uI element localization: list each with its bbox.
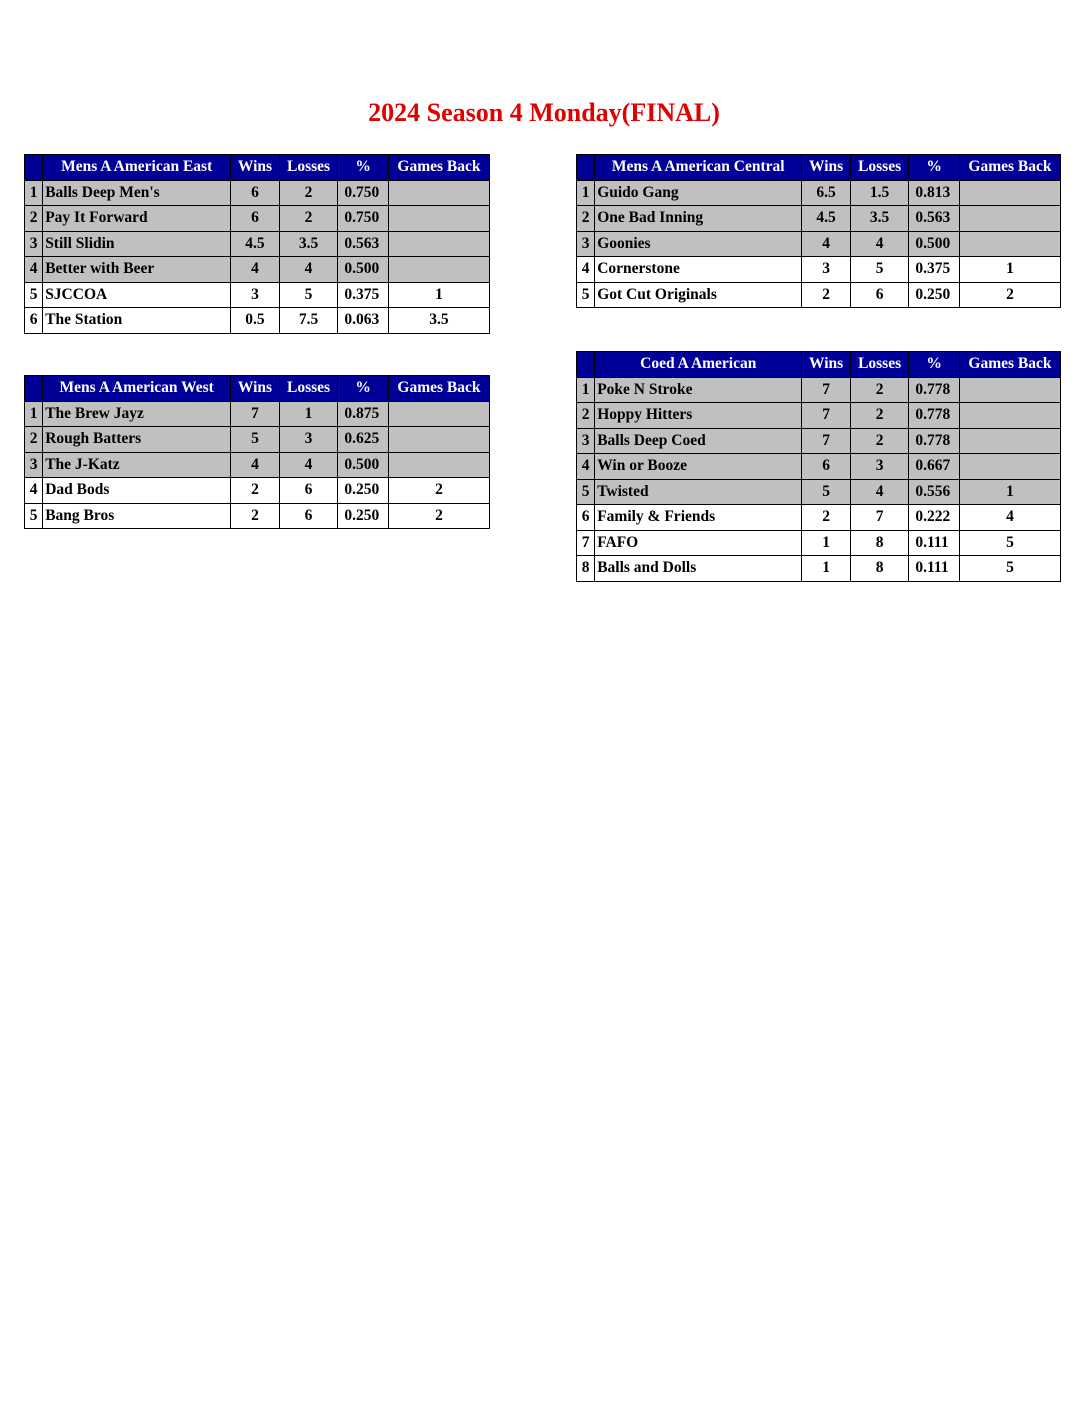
team-name-cell: Rough Batters (43, 427, 231, 453)
wins-header: Wins (802, 155, 851, 181)
rank-cell: 6 (25, 308, 43, 334)
wins-cell: 6 (231, 206, 280, 232)
pct-cell: 0.063 (338, 308, 389, 334)
losses-cell: 2 (850, 377, 909, 403)
losses-cell: 8 (850, 556, 909, 582)
wins-header: Wins (231, 155, 280, 181)
rank-cell: 2 (577, 206, 595, 232)
pct-cell: 0.375 (909, 257, 960, 283)
games-back-header: Games Back (959, 155, 1060, 181)
rank-cell: 3 (25, 452, 43, 478)
pct-header: % (909, 155, 960, 181)
losses-cell: 3 (850, 454, 909, 480)
rank-cell: 1 (25, 401, 43, 427)
rank-cell: 2 (577, 403, 595, 429)
pct-cell: 0.875 (338, 401, 389, 427)
table-row (25, 231, 490, 257)
pct-cell: 0.500 (909, 231, 960, 257)
wins-cell: 6 (802, 454, 851, 480)
pct-cell: 0.813 (909, 180, 960, 206)
pct-cell: 0.778 (909, 403, 960, 429)
games-back-cell: 1 (959, 257, 1060, 283)
team-name-cell: Poke N Stroke (595, 377, 802, 403)
rank-cell: 4 (577, 257, 595, 283)
team-name-cell: Twisted (595, 479, 802, 505)
table-row (25, 257, 490, 283)
games-back-cell (388, 427, 489, 453)
rank-cell: 4 (25, 257, 43, 283)
team-name-cell: Better with Beer (43, 257, 231, 283)
games-back-header: Games Back (388, 376, 489, 402)
table-row (577, 505, 1061, 531)
pct-header: % (338, 155, 389, 181)
pct-header: % (338, 376, 389, 402)
wins-cell: 6.5 (802, 180, 851, 206)
wins-cell: 3 (231, 282, 280, 308)
team-name-cell: Guido Gang (595, 180, 802, 206)
division-name-header: Mens A American West (43, 376, 231, 402)
pct-cell: 0.111 (909, 530, 960, 556)
team-name-cell: Cornerstone (595, 257, 802, 283)
rank-header (25, 376, 43, 402)
pct-cell: 0.111 (909, 556, 960, 582)
team-name-cell: Goonies (595, 231, 802, 257)
table-header-row (25, 376, 490, 402)
table-row (577, 556, 1061, 582)
wins-cell: 3 (802, 257, 851, 283)
games-back-header: Games Back (388, 155, 489, 181)
table-row (577, 231, 1061, 257)
wins-cell: 7 (802, 428, 851, 454)
games-back-cell (388, 257, 489, 283)
wins-cell: 4.5 (802, 206, 851, 232)
games-back-cell: 2 (388, 503, 489, 529)
rank-cell: 3 (577, 231, 595, 257)
standings-table-mens-a-american-central (576, 154, 1061, 308)
table-row (577, 377, 1061, 403)
wins-cell: 2 (231, 478, 280, 504)
rank-cell: 5 (25, 282, 43, 308)
losses-cell: 7.5 (279, 308, 338, 334)
wins-cell: 0.5 (231, 308, 280, 334)
games-back-cell: 2 (959, 282, 1060, 308)
games-back-cell (388, 231, 489, 257)
losses-cell: 3.5 (279, 231, 338, 257)
losses-cell: 6 (279, 478, 338, 504)
table-row (25, 206, 490, 232)
table-row (25, 478, 490, 504)
table-row (25, 308, 490, 334)
table-row (25, 452, 490, 478)
pct-cell: 0.563 (338, 231, 389, 257)
table-row (577, 479, 1061, 505)
table-row (577, 530, 1061, 556)
losses-cell: 5 (850, 257, 909, 283)
rank-header (577, 155, 595, 181)
team-name-cell: Family & Friends (595, 505, 802, 531)
table-row (577, 454, 1061, 480)
division-name-header: Mens A American Central (595, 155, 802, 181)
division-name-header: Coed A American (595, 352, 802, 378)
rank-cell: 8 (577, 556, 595, 582)
losses-cell: 2 (279, 206, 338, 232)
wins-cell: 4 (231, 257, 280, 283)
wins-cell: 5 (231, 427, 280, 453)
rank-cell: 5 (577, 282, 595, 308)
wins-cell: 2 (802, 505, 851, 531)
wins-cell: 4.5 (231, 231, 280, 257)
losses-header: Losses (279, 155, 338, 181)
rank-header (25, 155, 43, 181)
team-name-cell: FAFO (595, 530, 802, 556)
games-back-cell (388, 401, 489, 427)
rank-cell: 1 (577, 180, 595, 206)
standings-table-coed-a-american (576, 351, 1061, 582)
games-back-cell (959, 403, 1060, 429)
table-row (25, 401, 490, 427)
games-back-cell: 5 (959, 530, 1060, 556)
pct-cell: 0.556 (909, 479, 960, 505)
games-back-cell (959, 231, 1060, 257)
losses-cell: 2 (850, 403, 909, 429)
losses-cell: 2 (279, 180, 338, 206)
table-row (25, 427, 490, 453)
team-name-cell: Dad Bods (43, 478, 231, 504)
team-name-cell: One Bad Inning (595, 206, 802, 232)
rank-cell: 3 (25, 231, 43, 257)
games-back-cell (959, 206, 1060, 232)
team-name-cell: Still Slidin (43, 231, 231, 257)
division-name-header: Mens A American East (43, 155, 231, 181)
team-name-cell: Hoppy Hitters (595, 403, 802, 429)
wins-header: Wins (802, 352, 851, 378)
rank-cell: 5 (25, 503, 43, 529)
losses-cell: 4 (850, 231, 909, 257)
games-back-cell: 2 (388, 478, 489, 504)
team-name-cell: Win or Booze (595, 454, 802, 480)
pct-cell: 0.222 (909, 505, 960, 531)
standings-table-mens-a-american-west (24, 375, 490, 529)
wins-cell: 7 (231, 401, 280, 427)
wins-cell: 5 (802, 479, 851, 505)
games-back-cell: 1 (388, 282, 489, 308)
pct-cell: 0.750 (338, 206, 389, 232)
losses-cell: 6 (279, 503, 338, 529)
games-back-cell (959, 454, 1060, 480)
games-back-cell (388, 180, 489, 206)
table-row (25, 282, 490, 308)
pct-cell: 0.563 (909, 206, 960, 232)
wins-cell: 1 (802, 530, 851, 556)
games-back-cell: 5 (959, 556, 1060, 582)
losses-cell: 7 (850, 505, 909, 531)
pct-cell: 0.250 (909, 282, 960, 308)
games-back-cell: 3.5 (388, 308, 489, 334)
table-header-row (25, 155, 490, 181)
games-back-cell (959, 428, 1060, 454)
team-name-cell: Bang Bros (43, 503, 231, 529)
games-back-header: Games Back (959, 352, 1060, 378)
losses-cell: 5 (279, 282, 338, 308)
table-row (577, 428, 1061, 454)
losses-cell: 1 (279, 401, 338, 427)
rank-cell: 1 (577, 377, 595, 403)
pct-cell: 0.500 (338, 452, 389, 478)
team-name-cell: Balls and Dolls (595, 556, 802, 582)
games-back-cell (959, 377, 1060, 403)
wins-cell: 2 (231, 503, 280, 529)
rank-cell: 3 (577, 428, 595, 454)
losses-cell: 4 (279, 452, 338, 478)
pct-cell: 0.667 (909, 454, 960, 480)
rank-cell: 6 (577, 505, 595, 531)
pct-cell: 0.625 (338, 427, 389, 453)
team-name-cell: SJCCOA (43, 282, 231, 308)
pct-cell: 0.500 (338, 257, 389, 283)
rank-cell: 5 (577, 479, 595, 505)
table-header-row (577, 352, 1061, 378)
pct-header: % (909, 352, 960, 378)
games-back-cell: 4 (959, 505, 1060, 531)
pct-cell: 0.250 (338, 478, 389, 504)
losses-cell: 3 (279, 427, 338, 453)
games-back-cell (959, 180, 1060, 206)
wins-cell: 4 (231, 452, 280, 478)
pct-cell: 0.778 (909, 377, 960, 403)
losses-cell: 6 (850, 282, 909, 308)
losses-cell: 3.5 (850, 206, 909, 232)
losses-header: Losses (850, 155, 909, 181)
team-name-cell: The J-Katz (43, 452, 231, 478)
wins-cell: 6 (231, 180, 280, 206)
losses-cell: 1.5 (850, 180, 909, 206)
games-back-cell (388, 452, 489, 478)
table-row (577, 257, 1061, 283)
table-row (25, 180, 490, 206)
wins-cell: 2 (802, 282, 851, 308)
losses-header: Losses (279, 376, 338, 402)
pct-cell: 0.250 (338, 503, 389, 529)
standings-table-mens-a-american-east (24, 154, 490, 334)
table-row (577, 206, 1061, 232)
losses-cell: 4 (850, 479, 909, 505)
losses-cell: 2 (850, 428, 909, 454)
team-name-cell: The Station (43, 308, 231, 334)
wins-cell: 4 (802, 231, 851, 257)
team-name-cell: Balls Deep Men's (43, 180, 231, 206)
games-back-cell: 1 (959, 479, 1060, 505)
pct-cell: 0.778 (909, 428, 960, 454)
wins-cell: 7 (802, 403, 851, 429)
table-row (25, 503, 490, 529)
wins-cell: 1 (802, 556, 851, 582)
losses-cell: 8 (850, 530, 909, 556)
team-name-cell: Got Cut Originals (595, 282, 802, 308)
rank-cell: 2 (25, 206, 43, 232)
rank-cell: 2 (25, 427, 43, 453)
team-name-cell: The Brew Jayz (43, 401, 231, 427)
games-back-cell (388, 206, 489, 232)
wins-header: Wins (231, 376, 280, 402)
rank-cell: 4 (577, 454, 595, 480)
team-name-cell: Balls Deep Coed (595, 428, 802, 454)
table-row (577, 403, 1061, 429)
losses-header: Losses (850, 352, 909, 378)
table-header-row (577, 155, 1061, 181)
pct-cell: 0.750 (338, 180, 389, 206)
pct-cell: 0.375 (338, 282, 389, 308)
losses-cell: 4 (279, 257, 338, 283)
table-row (577, 282, 1061, 308)
rank-cell: 4 (25, 478, 43, 504)
wins-cell: 7 (802, 377, 851, 403)
rank-header (577, 352, 595, 378)
page-title: 2024 Season 4 Monday(FINAL) (368, 98, 720, 127)
rank-cell: 1 (25, 180, 43, 206)
team-name-cell: Pay It Forward (43, 206, 231, 232)
rank-cell: 7 (577, 530, 595, 556)
table-row (577, 180, 1061, 206)
